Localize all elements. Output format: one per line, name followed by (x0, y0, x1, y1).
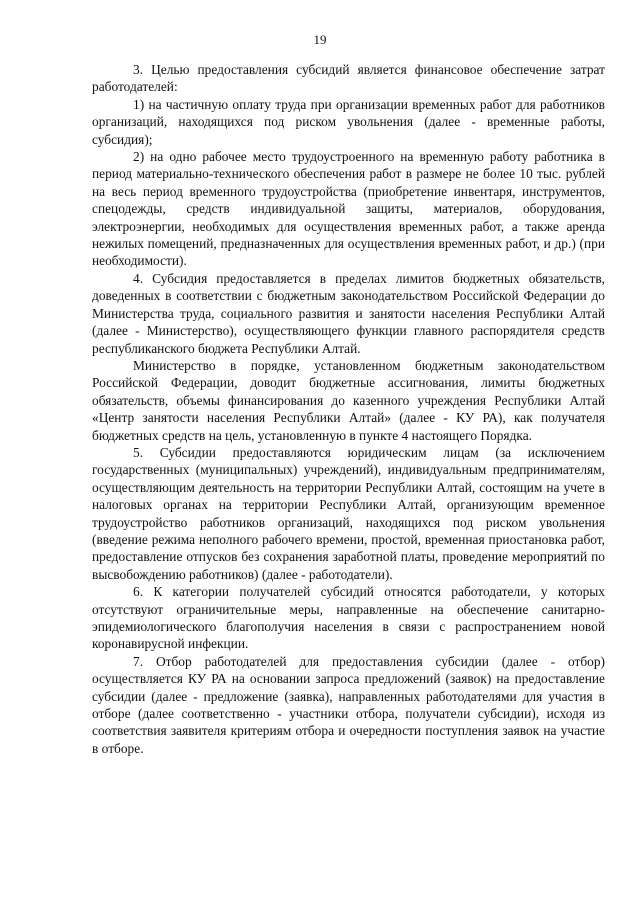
paragraph-6: 6. К категории получателей субсидий относятся работодатели, у которых отсутствуют ограничительные меры, направленные на обеспечение санитарно-эпидемиологического благополучия населения в связи с распространением новой коронавирусной инфекции. (92, 584, 605, 652)
page-number: 19 (313, 32, 327, 47)
paragraph-7: 7. Отбор работодателей для предоставления субсидии (далее - отбор) осуществляется КУ РА на основании запроса предложений (заявок) на предоставление субсидии (далее - предложение (заявка), направленных работодателями для участия в отборе (далее соответственно - участники отбора, получатели субсидии), исходя из соответствия заявителя критериям отбора и очередности поступления заявок на участие в отборе. (92, 653, 605, 756)
paragraph-5: 5. Субсидии предоставляются юридическим лицам (за исключением государственных (муниципальных) учреждений), индивидуальным предпринимателям, осуществляющим деятельность на территории Республики Алтай, состоящим на учете в налоговых органах на территории Республики Алтай, организующим временное трудоустройство работников организаций, находящихся под риском увольнения (введение режима неполного рабочего времени, простой, временная приостановка работ, предоставление отпусков без сохранения заработной платы, проведение мероприятий по высвобождению работников) (далее - работодатели). (92, 444, 605, 582)
paragraph-3-item-2: 2) на одно рабочее место трудоустроенного на временную работу работника в период материально-технического обеспечения работ в размере не более 10 тыс. рублей на весь период временного трудоустройства (приобретение инвентаря, инструментов, спецодежды, средств индивидуальной защиты, материалов, оборудования, электроэнергии, необходимых для осуществления временных работ, а также аренда нежилых помещений, предназначенных для осуществления временных работ, и др.) (при необходимости). (92, 149, 605, 269)
paragraph-4-continued: Министерство в порядке, установленном бюджетным законодательством Российской Федерации, доводит бюджетные ассигнования, лимиты бюджетных обязательств, объемы финансирования до казенного учреждения Республики Алтай «Центр занятости населения Республики Алтай» (далее - КУ РА), как получателя бюджетных средств на цель, установленную в пункте 4 настоящего Порядка. (92, 357, 605, 443)
paragraph-4: 4. Субсидия предоставляется в пределах лимитов бюджетных обязательств, доведенных в соответствии с бюджетным законодательством Российской Федерации до Министерства труда, социального развития и занятости населения Республики Алтай (далее - Министерство), осуществляющего функции главного распорядителя средств республиканского бюджета Республики Алтай. (92, 270, 605, 356)
paragraph-3-item-1: 1) на частичную оплату труда при организации временных работ для работников организаций, находящихся под риском увольнения (далее - временные работы, субсидия); (92, 96, 605, 147)
document-body (92, 61, 605, 757)
paragraph-3: 3. Целью предоставления субсидий является финансовое обеспечение затрат работодателей: (92, 62, 605, 95)
